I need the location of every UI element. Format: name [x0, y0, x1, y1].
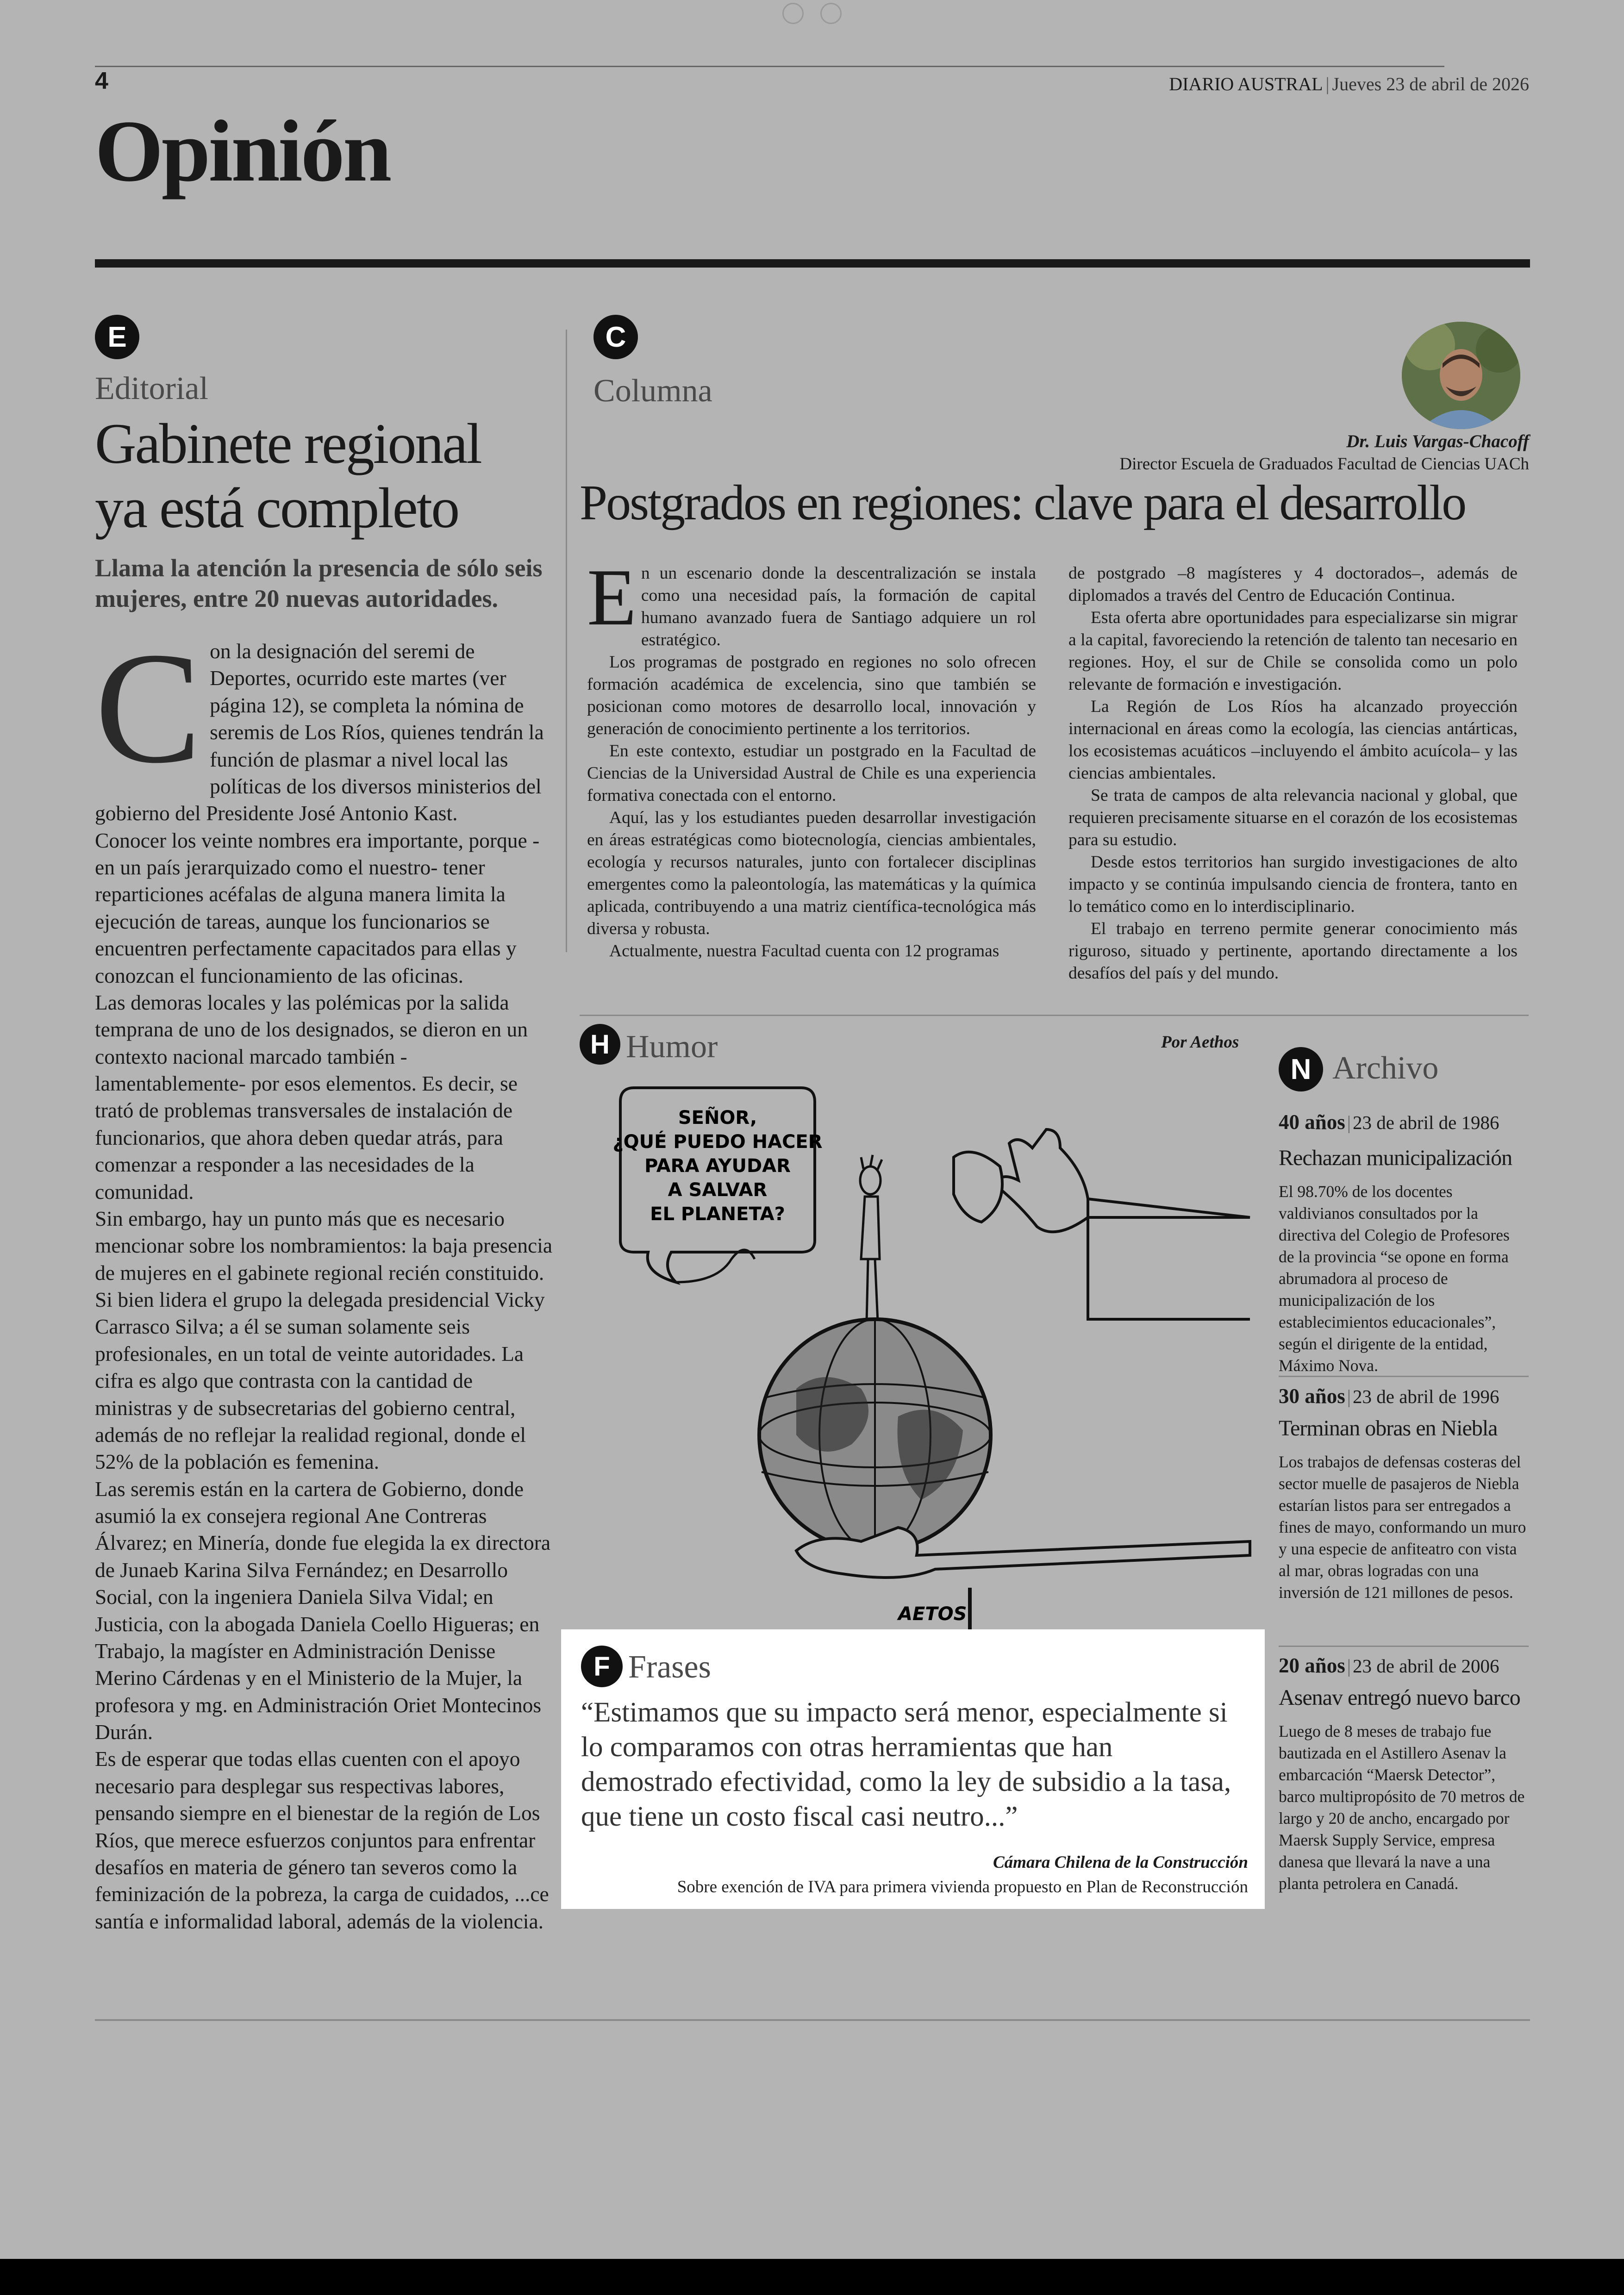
archivo-body: Luego de 8 meses de trabajo fue bautizada en el Astillero Asenav la embarcación “Maersk Detector”, barco multipropósito de 70 metros de largo y 20 de ancho, encargado por Maersk Supply Service, empresa danesa que llevará la nave a una planta petrolera en Canadá. [1279, 1721, 1525, 1893]
archivo-item-header: 20 años|23 de abril de 2006 [1279, 1654, 1499, 1677]
editorial-paragraph: Conocer los veinte nombres era importante, porque -en un país jerarquizado como el nuestro- tener reparticiones acéfalas de alguna manera limita la ejecución de tareas, aunque los funcionarios se encuentren perfectamente capacitados para ellas y conozcan el funcionamiento de las oficinas. [95, 828, 540, 987]
author-block [1119, 430, 1529, 476]
editorial-paragraph: Las seremis están en la cartera de Gobierno, donde asumió la ex consejera regional Ane Contreras Álvarez; en Minería, donde fue elegida la ex directora de Junaeb Karina Silva Fernández; en Desarrollo Social, con la ingeniera Daniela Silva Vidal; en Justicia, con la abogada Daniela Coello Higueras; en Trabajo, la magíster en Administración Denisse Merino Cárdenas y en el Ministerio de la Mujer, la profesora y mg. en Administración Oriet Montecinos Durán. [95, 1477, 551, 1744]
archivo-label: Archivo [1332, 1050, 1439, 1086]
editorial-dropcap: C [95, 619, 202, 796]
speech-line: ¿QUÉ PUEDO HACER [612, 1131, 823, 1153]
column-body-right [1068, 562, 1518, 985]
archivo-item [1279, 1384, 1529, 1603]
editorial-badge: E [95, 315, 139, 359]
archivo-years: 40 años [1279, 1110, 1345, 1134]
archivo-item-header: 30 años|23 de abril de 1996 [1279, 1384, 1499, 1408]
archivo-item [1279, 1110, 1529, 1377]
speech-line: EL PLANETA? [650, 1204, 785, 1225]
archivo-headline: Terminan obras en Niebla [1279, 1416, 1498, 1441]
archivo-item-header: 40 años|23 de abril de 1986 [1279, 1110, 1499, 1134]
archivo-body: El 98.70% de los docentes valdivianos consultados por la directiva del Colegio de Profesores de la provincia “se opone en forma abrumadora al proceso de municipalización de los establecimientos educacionales”, según el dirigente de la entidad, Máximo Nova. [1279, 1182, 1510, 1375]
author-role: Director Escuela de Graduados Facultad de Ciencias UACh [1119, 455, 1529, 474]
humor-cartoon [602, 1065, 1259, 1639]
publication-name: DIARIO AUSTRAL [1169, 74, 1323, 94]
editorial-lead: Llama la atención la presencia de sólo seis mujeres, entre 20 nuevas autoridades. [95, 554, 543, 612]
archivo-divider [1279, 1646, 1529, 1647]
archivo-date: 23 de abril de 1986 [1353, 1112, 1499, 1133]
column-divider [566, 330, 567, 952]
column-dropcap: E [587, 552, 637, 642]
archivo-badge: N [1279, 1047, 1323, 1091]
column-paragraph: Actualmente, nuestra Facultad cuenta con 12 programas [609, 942, 999, 960]
frases-label: Frases [628, 1649, 711, 1685]
speech-line: PARA AYUDAR [644, 1155, 791, 1177]
issue-date: Jueves 23 de abril de 2026 [1332, 74, 1529, 94]
humor-badge: H [580, 1024, 620, 1065]
column-paragraph: El trabajo en terreno permite generar conocimiento más riguroso, situado y pertinente, aportando directamente a los desafíos del país y del mundo. [1068, 919, 1518, 983]
page-number: 4 [95, 68, 108, 94]
editorial-paragraph: Es de esperar que todas ellas cuenten con el apoyo necesario para desplegar sus respectivas labores, pensando siempre en el bienestar de la región de Los Ríos, que merece esfuerzos conjuntos para enfrentar desafíos en materia de género tan severos como la feminización de la pobreza, la carga de cuidados, ...ce santía e informalidad laboral, además de la violencia. [95, 1747, 549, 1933]
editorial-title [95, 412, 558, 541]
top-rule [95, 66, 1444, 67]
archivo-headline: Asenav entregó nuevo barco [1279, 1685, 1520, 1710]
column-paragraph: En este contexto, estudiar un postgrado en la Facultad de Ciencias de la Universidad Austral de Chile es una experiencia formativa conectada con el entorno. [587, 742, 1036, 805]
column-paragraph: Se trata de campos de alta relevancia nacional y global, que requieren precisamente situarse en el corazón de los ecosistemas para su estudio. [1068, 786, 1518, 849]
column-paragraph: n un escenario donde la descentralización se instala como una necesidad país, la formación de capital humano avanzado fuera de Santiago adquiere un rol estratégico. [641, 564, 1036, 649]
column-paragraph: Esta oferta abre oportunidades para especializarse sin migrar a la capital, favoreciendo la retención de talento tan necesario en regiones. Hoy, el sur de Chile se consolida como un polo relevante de formación e investigación. [1068, 608, 1518, 694]
column-body-left [587, 552, 1036, 962]
editorial-paragraph: Sin embargo, hay un punto más que es necesario mencionar sobre los nombramientos: la baja presencia de mujeres en el gabinete regional recién constituido. Si bien lidera el grupo la delegada presidencial Vicky Carrasco Silva; a él se suman solamente seis profesionales, en un total de veinte autoridades. La cifra es algo que contrasta con la cantidad de ministras y de subsecretarias del gobierno central, además de no reflejar la realidad regional, donde el 52% de la población es femenina. [95, 1206, 553, 1474]
column-paragraph: Aquí, las y los estudiantes pueden desarrollar investigación en áreas estratégicas como biotecnología, ciencias ambientales, ecología y recursos naturales, junto con fortalecer disciplinas emergentes como la paleontología, las matemáticas y la química aplicada, contribuyendo a una matriz científica-tecnológica más diversa y robusta. [587, 808, 1036, 938]
frases-source: Cámara Chilena de la Construcción [993, 1853, 1248, 1872]
editorial-body [95, 619, 553, 1935]
archivo-date: 23 de abril de 2006 [1353, 1655, 1499, 1677]
frases-context: Sobre exención de IVA para primera vivienda propuesto en Plan de Reconstrucción [677, 1877, 1248, 1896]
small-man-figure [860, 1155, 884, 1324]
frases-badge: F [581, 1646, 623, 1687]
author-name: Dr. Luis Vargas-Chacoff [1346, 431, 1529, 451]
archivo-years: 30 años [1279, 1384, 1345, 1408]
speech-line: SEÑOR, [678, 1107, 757, 1129]
column-paragraph: Los programas de postgrado en regiones no solo ofrecen formación académica de excelencia, sino que también se posicionan como motores de desarrollo local, innovación y generación de conocimiento pertinente a los territorios. [587, 653, 1036, 738]
archivo-body: Los trabajos de defensas costeras del sector muelle de pasajeros de Niebla estarían listos para ser entregados a fines de mayo, conformando un muro y una especie de anfiteatro con vista al mar, obras logradas con una inversión de 121 millones de pesos. [1279, 1452, 1526, 1602]
viewer-prev-page-button[interactable] [782, 3, 804, 24]
top-hand [995, 1129, 1250, 1232]
cartoon-signature: AETOS [898, 1603, 967, 1625]
column-paragraph: La Región de Los Ríos ha alcanzado proyección internacional en áreas como la ecología, las ciencias antárticas, los ecosistemas acuáticos –incluyendo el ámbito acuícola– y las ciencias ambientales. [1068, 697, 1518, 783]
speech-line: A SALVAR [668, 1179, 768, 1201]
editorial-paragraph: on la designación del seremi de Deportes, ocurrido este martes (ver página 12), se completa la nómina de seremis de Los Ríos, quienes tendrán la función de plasmar a nivel local las políticas de los diversos ministerios del gobierno del Presidente José Antonio Kast. [95, 639, 544, 825]
frases-quote: “Estimamos que su impacto será menor, especialmente si lo comparamos con otras herramientas que han demostrado efectividad, como la ley de subsidio a la tasa, que tiene un costo fiscal casi neutro...” [581, 1697, 1231, 1833]
viewer-bottom-bar [0, 2259, 1624, 2295]
archivo-date: 23 de abril de 1996 [1353, 1386, 1499, 1407]
page-bottom-rule [95, 2019, 1530, 2021]
globe [759, 1319, 991, 1551]
masthead: DIARIO AUSTRAL | Jueves 23 de abril de 2026 [1169, 74, 1529, 94]
column-paragraph: Desde estos territorios han surgido investigaciones de alto impacto y se continúa impulsando ciencia de frontera, tanto en lo temático como en lo interdisciplinario. [1068, 853, 1518, 916]
column-badge: C [593, 315, 638, 359]
column-bottom-rule [580, 1015, 1529, 1016]
author-avatar [1402, 322, 1520, 429]
archivo-years: 20 años [1279, 1654, 1345, 1677]
humor-label: Humor [626, 1029, 718, 1065]
section-rule [95, 259, 1530, 268]
editorial-title-line: ya está completo [95, 476, 459, 540]
column-paragraph: de postgrado –8 magísteres y 4 doctorados–, además de diplomados a través del Centro de Educación Continua. [1068, 564, 1518, 605]
column-label: Columna [593, 373, 712, 409]
editorial-paragraph: Las demoras locales y las polémicas por la salida temprana de uno de los designados, se dieron en un contexto nacional marcado también -lamentablemente- por esos elementos. Es decir, se trató de problemas transversales de instalación de funcionarios, que ahora deben quedar atrás, para comenzar a responder a las necesidades de la comunidad. [95, 990, 528, 1204]
humor-byline: Por Aethos [1161, 1033, 1239, 1052]
archivo-divider [1279, 1376, 1529, 1377]
editorial-label: Editorial [95, 371, 208, 406]
viewer-next-page-button[interactable] [820, 3, 842, 24]
column-title: Postgrados en regiones: clave para el desarrollo [580, 475, 1466, 530]
archivo-item [1279, 1653, 1529, 1895]
archivo-headline: Rechazan municipalización [1279, 1146, 1512, 1170]
editorial-title-line: Gabinete regional [95, 412, 481, 475]
section-title: Opinión [95, 103, 390, 200]
